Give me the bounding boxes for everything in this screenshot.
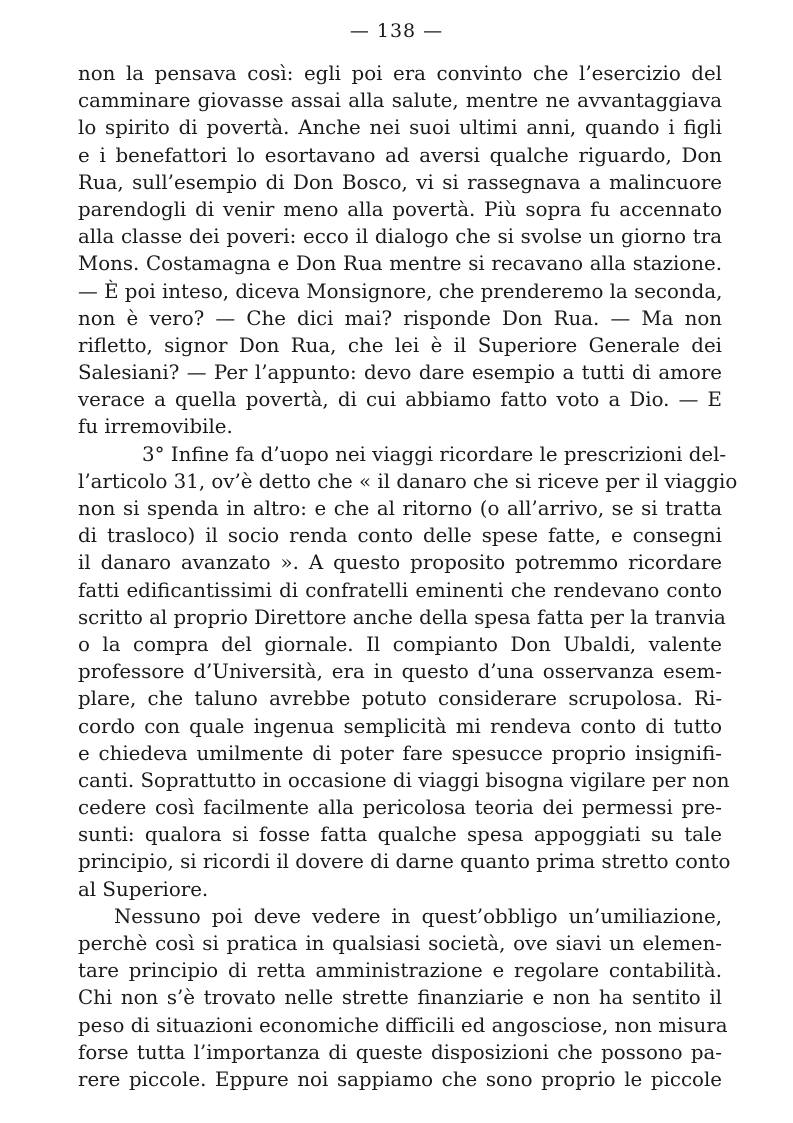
text-line: cordo con quale ingenua semplicità mi rendeva conto di tutto xyxy=(78,714,722,738)
text-line: professore d’Università, era in questo d’una osservanza esem- xyxy=(78,660,722,684)
page-number: — 138 — xyxy=(349,20,444,42)
text-line: sunti: qualora si fosse fatta qualche spesa appoggiati su tale xyxy=(78,823,722,847)
text-line: scritto al proprio Direttore anche della spesa fatta per la tranvia xyxy=(78,605,726,629)
text-line: parendogli di venir meno alla povertà. Più sopra fu accennato xyxy=(78,197,722,221)
text-line: canti. Soprattutto in occasione di viaggi bisogna vigilare per non xyxy=(78,768,730,792)
text-line: Salesiani? — Per l’appunto: devo dare esempio a tutti di amore xyxy=(78,361,722,385)
text-line: Nessuno poi deve vedere in quest’obbligo un’umiliazione, xyxy=(114,904,722,928)
text-line: alla classe dei poveri: ecco il dialogo che si svolse un giorno tra xyxy=(78,225,722,249)
text-line: lo spirito di povertà. Anche nei suoi ultimi anni, quando i figli xyxy=(78,116,722,140)
text-line: perchè così si pratica in qualsiasi società, ove siavi un elemen- xyxy=(78,932,722,955)
text-line: e i benefattori lo esortavano ad aversi qualche riguardo, Don xyxy=(78,143,722,167)
text-line: verace a quella povertà, di cui abbiamo fatto voto a Dio. — E xyxy=(78,388,722,412)
text-line: e chiedeva umilmente di poter fare spesucce proprio insignifi- xyxy=(78,741,722,765)
text-line: rifletto, signor Don Rua, che lei è il Superiore Generale dei xyxy=(78,333,722,357)
text-line: plare, che taluno avrebbe potuto considerare scrupolosa. Ri- xyxy=(78,687,722,711)
text-line: non è vero? — Che dici mai? risponde Don Rua. — Ma non xyxy=(78,306,722,330)
text-line: di trasloco) il socio renda conto delle spese fatte, e consegni xyxy=(78,524,722,548)
text-line: rere piccole. Eppure noi sappiamo che sono proprio le piccole xyxy=(78,1067,722,1091)
text-line: tare principio di retta amministrazione e regolare contabilità. xyxy=(78,959,722,983)
text-line: Chi non s’è trovato nelle strette finanziarie e non ha sentito il xyxy=(78,986,722,1010)
text-line: forse tutta l’importanza di queste disposizioni che possono pa- xyxy=(78,1040,722,1064)
text-line: — È poi inteso, diceva Monsignore, che prenderemo la seconda, xyxy=(78,279,723,303)
text-line: al Superiore. xyxy=(78,877,209,901)
text-line: l’articolo 31, ov’è detto che « il danaro che si riceve per il viaggio xyxy=(78,469,738,493)
text-line: fu irremovibile. xyxy=(78,415,233,439)
text-line: 3° Infine fa d’uopo nei viaggi ricordare le prescrizioni del- xyxy=(142,442,727,466)
body-text xyxy=(78,60,738,1093)
text-line: Rua, sull’esempio di Don Bosco, vi si rassegnava a malincuore xyxy=(78,170,722,194)
text-line: non la pensava così: egli poi era convinto che l’esercizio del xyxy=(78,62,722,85)
paragraph-1 xyxy=(78,60,722,441)
text-line: non si spenda in altro: e che al ritorno (o all’arrivo, se si tratta xyxy=(78,497,722,520)
paragraph-3 xyxy=(78,903,728,1093)
text-line: camminare giovasse assai alla salute, mentre ne avvantaggiava xyxy=(78,89,722,113)
text-line: cedere così facilmente alla pericolosa teoria dei permessi pre- xyxy=(78,796,722,820)
text-line: il danaro avanzato ». A questo proposito potremmo ricordare xyxy=(78,551,722,575)
text-line: o la compra del giornale. Il compianto Don Ubaldi, valente xyxy=(78,632,722,656)
text-line: fatti edificantissimi di confratelli eminenti che rendevano conto xyxy=(78,578,722,602)
text-line: Mons. Costamagna e Don Rua mentre si recavano alla stazione. xyxy=(78,252,722,276)
text-line: peso di situazioni economiche difficili ed angosciose, non misura xyxy=(78,1013,728,1037)
paragraph-2 xyxy=(78,441,738,903)
text-line: principio, si ricordi il dovere di darne quanto prima stretto conto xyxy=(78,850,731,874)
